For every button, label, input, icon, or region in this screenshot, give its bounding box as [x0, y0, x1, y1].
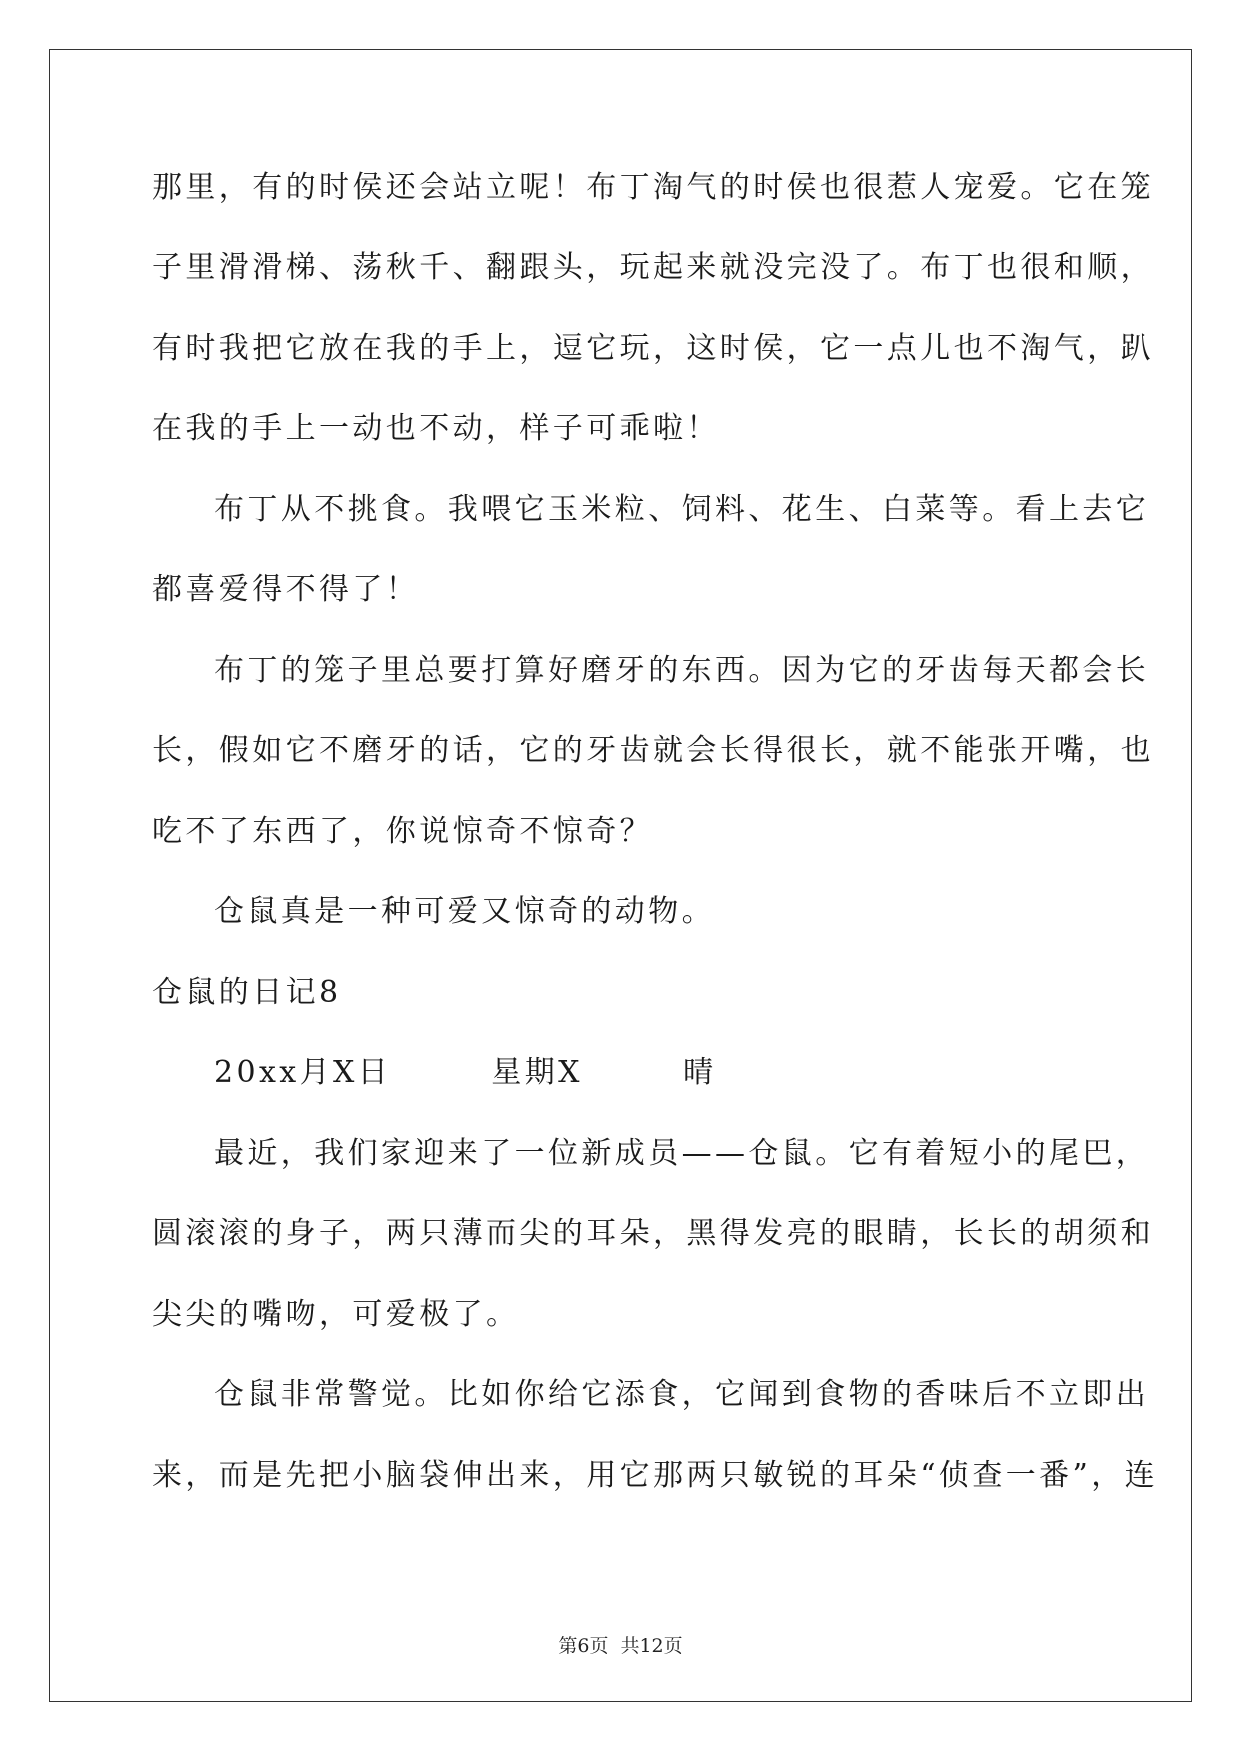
- text-line: 在我的手上一动也不动，样子可乖啦！: [152, 411, 720, 446]
- text-line: 来，而是先把小脑袋伸出来，用它那两只敏锐的耳朵“侦查一番”，连: [152, 1458, 1159, 1493]
- paragraph-start: 布丁从不挑食。我喂它玉米粒、饲料、花生、白菜等。看上去它: [214, 492, 1150, 527]
- text-line: 子里滑滑梯、荡秋千、翻跟头，玩起来就没完没了。布丁也很和顺，: [152, 250, 1154, 285]
- page-number: 第6页: [558, 1635, 609, 1657]
- paragraph-start: 仓鼠真是一种可爱又惊奇的动物。: [214, 894, 715, 929]
- text-line: 长，假如它不磨牙的话，它的牙齿就会长得很长，就不能张开嘴，也: [152, 733, 1154, 768]
- paragraph-start: 仓鼠非常警觉。比如你给它添食，它闻到食物的香味后不立即出: [214, 1377, 1150, 1412]
- text-line: 有时我把它放在我的手上，逗它玩，这时侯，它一点儿也不淘气，趴: [152, 331, 1154, 366]
- paragraph-start: 最近，我们家迎来了一位新成员——仓鼠。它有着短小的尾巴，: [214, 1136, 1150, 1171]
- page-total: 共12页: [620, 1635, 683, 1657]
- text-line: 那里，有的时侯还会站立呢！布丁淘气的时侯也很惹人宠爱。它在笼: [152, 170, 1154, 205]
- page-border: [49, 49, 1192, 1702]
- text-line: 都喜爱得不得了！: [152, 572, 420, 607]
- diary-date-line: 20xx月X日 星期X 晴: [214, 1055, 717, 1090]
- text-line: 尖尖的嘴吻，可爱极了。: [152, 1297, 520, 1332]
- text-line: 吃不了东西了，你说惊奇不惊奇？: [152, 814, 653, 849]
- paragraph-start: 布丁的笼子里总要打算好磨牙的东西。因为它的牙齿每天都会长: [214, 653, 1150, 688]
- section-heading: 仓鼠的日记8: [152, 975, 342, 1010]
- page-footer: [0, 1633, 1241, 1659]
- text-line: 圆滚滚的身子，两只薄而尖的耳朵，黑得发亮的眼睛，长长的胡须和: [152, 1216, 1154, 1251]
